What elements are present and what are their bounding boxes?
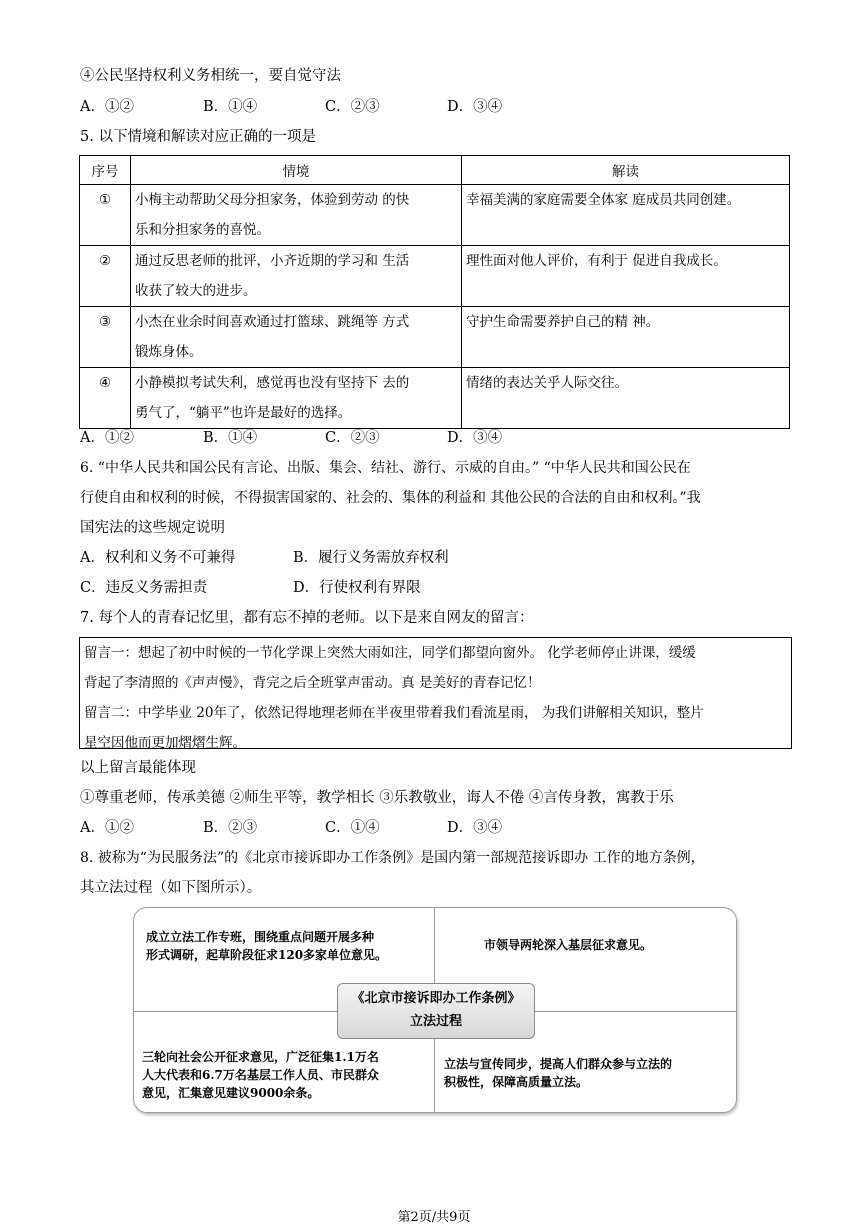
q4-option-c: C．②③ <box>325 99 380 115</box>
q7-stem: 7. 每个人的青春记忆里，都有忘不掉的老师。以下是来自网友的留言： <box>80 610 534 626</box>
diagram-top-right: 市领导两轮深入基层征求意见。 <box>484 938 653 952</box>
row-reading: 情绪的表达关乎人际交往。 <box>462 368 790 429</box>
situation-line: 小杰在业余时间喜欢通过打篮球、跳绳等 方式 <box>135 314 410 330</box>
table-row <box>80 246 790 307</box>
diagram-top-left <box>146 928 387 964</box>
situation-line: 勇气了，“躺平”也许是最好的选择。 <box>135 405 352 421</box>
q8-line: 其立法过程（如下图所示）。 <box>80 880 262 896</box>
diagram-text-line: 立法与宣传同步，提高人们群众参与立法的 <box>444 1057 673 1071</box>
row-number: ③ <box>80 307 131 368</box>
message-line: 星空因他而更加熠熠生辉。 <box>84 735 246 751</box>
diagram-text-line: 三轮向社会公开征求意见，广泛征集1.1万名 <box>142 1050 379 1064</box>
row-situation <box>131 246 462 307</box>
q5-option-d: D．③④ <box>447 430 503 446</box>
q7-message-box <box>79 637 792 749</box>
q4-option-d: D．③④ <box>447 99 503 115</box>
row-number: ① <box>80 185 131 246</box>
q7-option-b: B．②③ <box>203 820 258 836</box>
q6-line: 6. “中华人民共和国公民有言论、出版、集会、结社、游行、示威的自由。” “中华人民共和国公民在 <box>80 460 691 476</box>
diagram-bottom-left <box>142 1048 379 1102</box>
table-row <box>80 368 790 429</box>
row-reading: 幸福美满的家庭需要全体家 庭成员共同创建。 <box>462 185 790 246</box>
message-line: 留言一：想起了初中时候的一节化学课上突然大雨如注，同学们都望向窗外。 化学老师停止讲课，缓缓 <box>84 645 696 661</box>
q6-option-a: A．权利和义务不可兼得 <box>80 550 236 566</box>
q5-table <box>79 155 790 429</box>
q6-option-d: D．行使权利有界限 <box>293 580 421 596</box>
diagram-text-line: 形式调研，起草阶段征求120多家单位意见。 <box>146 948 388 962</box>
situation-line: 乐和分担家务的喜悦。 <box>135 222 270 238</box>
row-number: ② <box>80 246 131 307</box>
q7-option-a: A．①② <box>80 820 134 836</box>
row-reading: 守护生命需要养护自己的精 神。 <box>462 307 790 368</box>
q5-option-a: A．①② <box>80 430 134 446</box>
row-situation <box>131 185 462 246</box>
q6-line: 国宪法的这些规定说明 <box>80 520 225 536</box>
table-header: 解读 <box>462 156 790 185</box>
diagram-center-box <box>337 983 535 1039</box>
row-situation <box>131 307 462 368</box>
page-number: 第2页/共9页 <box>397 1210 471 1225</box>
table-row <box>80 185 790 246</box>
message-line: 留言二：中学毕业 20年了，依然记得地理老师在半夜里带着我们看流星雨， 为我们讲解相关知识，整片 <box>84 705 704 721</box>
table-row <box>80 307 790 368</box>
q8-line: 8. 被称为“为民服务法”的《北京市接诉即办工作条例》是国内第一部规范接诉即办 工作的地方条例， <box>80 850 705 866</box>
q6-line: 行使自由和权利的时候，不得损害国家的、社会的、集体的利益和 其他公民的合法的自由和权利。”我 <box>80 490 701 506</box>
row-reading: 理性面对他人评价，有利于 促进自我成长。 <box>462 246 790 307</box>
diagram-text-line: 意见，汇集意见建议9000余条。 <box>142 1086 320 1100</box>
q5-stem: 5. 以下情境和解读对应正确的一项是 <box>80 129 316 145</box>
diagram-text-line: 成立立法工作专班，围绕重点问题开展多种 <box>146 930 375 944</box>
situation-line: 小梅主动帮助父母分担家务，体验到劳动 的快 <box>135 192 410 208</box>
situation-line: 锻炼身体。 <box>135 344 203 360</box>
diagram-center-title: 《北京市接诉即办工作条例》 <box>351 991 521 1006</box>
q4-option-a: A．①② <box>80 99 134 115</box>
diagram-text-line: 人大代表和6.7万名基层工作人员、市民群众 <box>142 1068 379 1082</box>
message-line: 背起了李清照的《声声慢》，背完之后全班掌声雷动。真 是美好的青春记忆！ <box>84 675 541 691</box>
q7-option-d: D．③④ <box>447 820 503 836</box>
q6-option-c: C．违反义务需担责 <box>80 580 208 596</box>
legislation-process-diagram <box>133 907 737 1113</box>
q4-item4: ④公民坚持权利义务相统一，要自觉守法 <box>80 68 341 84</box>
q6-option-b: B．履行义务需放弃权利 <box>293 550 449 566</box>
situation-line: 小静模拟考试失利，感觉再也没有坚持下 去的 <box>135 375 410 391</box>
row-situation <box>131 368 462 429</box>
q7-items: ①尊重老师，传承美德 ②师生平等，教学相长 ③乐教敬业，诲人不倦 ④言传身教，寓教于乐 <box>80 790 674 806</box>
situation-line: 通过反思老师的批评，小齐近期的学习和 生活 <box>135 253 410 269</box>
q4-option-b: B．①④ <box>203 99 258 115</box>
q7-prompt: 以上留言最能体现 <box>80 760 196 776</box>
q5-option-c: C．②③ <box>325 430 380 446</box>
diagram-text-line: 积极性，保障高质量立法。 <box>444 1075 589 1089</box>
diagram-bottom-right <box>444 1055 672 1091</box>
table-header-row <box>80 156 790 185</box>
q5-option-b: B．①④ <box>203 430 258 446</box>
q7-option-c: C．①④ <box>325 820 380 836</box>
row-number: ④ <box>80 368 131 429</box>
diagram-center-subtitle: 立法过程 <box>409 1014 462 1029</box>
table-header: 情境 <box>131 156 462 185</box>
situation-line: 收获了较大的进步。 <box>135 283 257 299</box>
table-header: 序号 <box>80 156 131 185</box>
